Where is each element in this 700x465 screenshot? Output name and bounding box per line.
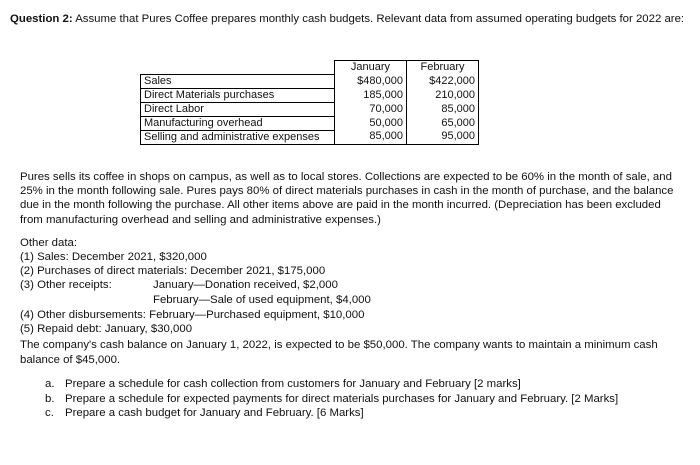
- row-label: Manufacturing overhead: [141, 116, 335, 130]
- january-value: 70,000: [335, 102, 407, 116]
- february-value: 95,000: [407, 130, 479, 144]
- january-value: 85,000: [335, 130, 407, 144]
- february-value: 210,000: [407, 88, 479, 102]
- other-data-item-5: (5) Repaid debt: January, $30,000: [20, 323, 193, 335]
- table-row: [141, 74, 479, 88]
- task-marker: a.: [45, 378, 55, 390]
- table-row: [141, 116, 479, 130]
- row-label: Sales: [141, 74, 335, 88]
- table-header-blank: [141, 61, 335, 75]
- january-value: 50,000: [335, 116, 407, 130]
- task-text: Prepare a schedule for expected payments for direct materials purchases for January and February. [2 Marks]: [65, 393, 619, 405]
- february-value: $422,000: [407, 74, 479, 88]
- table-row: [141, 102, 479, 116]
- february-value: 65,000: [407, 116, 479, 130]
- question-heading: [10, 11, 685, 27]
- other-data-item-4: (4) Other disbursements: February—Purchased equipment, $10,000: [20, 309, 365, 321]
- question-text: Assume that Pures Coffee prepares monthly cash budgets. Relevant data from assumed operating budgets for 2022 are:: [72, 13, 685, 25]
- other-data-item-3-label: (3) Other receipts:: [20, 279, 112, 291]
- table-header-row: [141, 61, 479, 75]
- task-marker: c.: [45, 407, 54, 419]
- task-text: Prepare a schedule for cash collection from customers for January and February [2 marks]: [65, 378, 521, 390]
- cash-balance-paragraph: The company's cash balance on January 1, 2022, is expected to be $50,000. The company wants to maintain a minimum cash balance of $45,000.: [20, 339, 658, 366]
- other-data-item-2: (2) Purchases of direct materials: December 2021, $175,000: [20, 265, 326, 277]
- column-header-january: January: [335, 61, 407, 75]
- row-label: Selling and administrative expenses: [141, 130, 335, 144]
- other-data-item-3-january: January—Donation received, $2,000: [153, 279, 338, 291]
- column-header-february: February: [407, 61, 479, 75]
- row-label: Direct Materials purchases: [141, 88, 335, 102]
- table-row: [141, 88, 479, 102]
- other-data-item-3-february: February—Sale of used equipment, $4,000: [153, 294, 371, 306]
- row-label: Direct Labor: [141, 102, 335, 116]
- january-value: 185,000: [335, 88, 407, 102]
- collection-policy-paragraph: Pures sells its coffee in shops on campus, as well as to local stores. Collections are expected to be 60% in the month of sale, and 25% in the month following sale. Pures pays 80% of direct materials purchases in cash in the month of purchase, and the balance due in the month following the purchase. All other items above are paid in the month incurred. (Depreciation has been excluded from manufacturing overhead and selling and administrative expenses.): [20, 171, 674, 226]
- question-label: Question 2:: [10, 13, 73, 25]
- table-row: [141, 130, 479, 144]
- january-value: $480,000: [335, 74, 407, 88]
- other-data-heading: Other data:: [20, 237, 77, 249]
- task-marker: b.: [45, 393, 55, 405]
- budget-table: [140, 60, 479, 145]
- task-text: Prepare a cash budget for January and February. [6 Marks]: [65, 407, 364, 419]
- february-value: 85,000: [407, 102, 479, 116]
- other-data-item-1: (1) Sales: December 2021, $320,000: [20, 251, 207, 263]
